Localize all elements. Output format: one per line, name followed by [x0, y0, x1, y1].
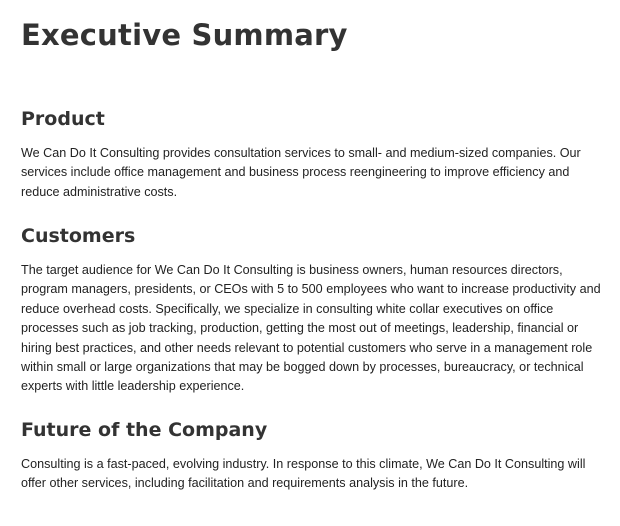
section-heading-customers: Customers: [21, 225, 136, 247]
document-title: Executive Summary: [21, 18, 348, 52]
section-heading-future: Future of the Company: [21, 419, 268, 441]
section-body-customers: The target audience for We Can Do It Consulting is business owners, human resources directors, program managers, presidents, or CEOs with 5 to 500 employees who want to increase productivity and reduce overhead costs. Specifically, we specialize in consulting white collar executives on office processes such as job tracking, production, getting the most out of meetings, leadership, financial or hiring best practices, and other needs relevant to potential customers who serve in a management role within small or large organizations that may be bogged down by processes, bureaucracy, or technical experts with little leadership experience.: [21, 263, 601, 394]
section-future: [21, 419, 601, 491]
section-body-product: We Can Do It Consulting provides consultation services to small- and medium-sized companies. Our services include office management and business process reengineering to improve efficiency and reduce administrative costs.: [21, 146, 581, 199]
section-customers: [21, 225, 601, 394]
section-heading-product: Product: [21, 108, 105, 130]
section-product: [21, 108, 601, 199]
section-body-future: Consulting is a fast-paced, evolving industry. In response to this climate, We Can Do It Consulting will offer other services, including facilitation and requirements analysis in the future.: [21, 457, 586, 491]
